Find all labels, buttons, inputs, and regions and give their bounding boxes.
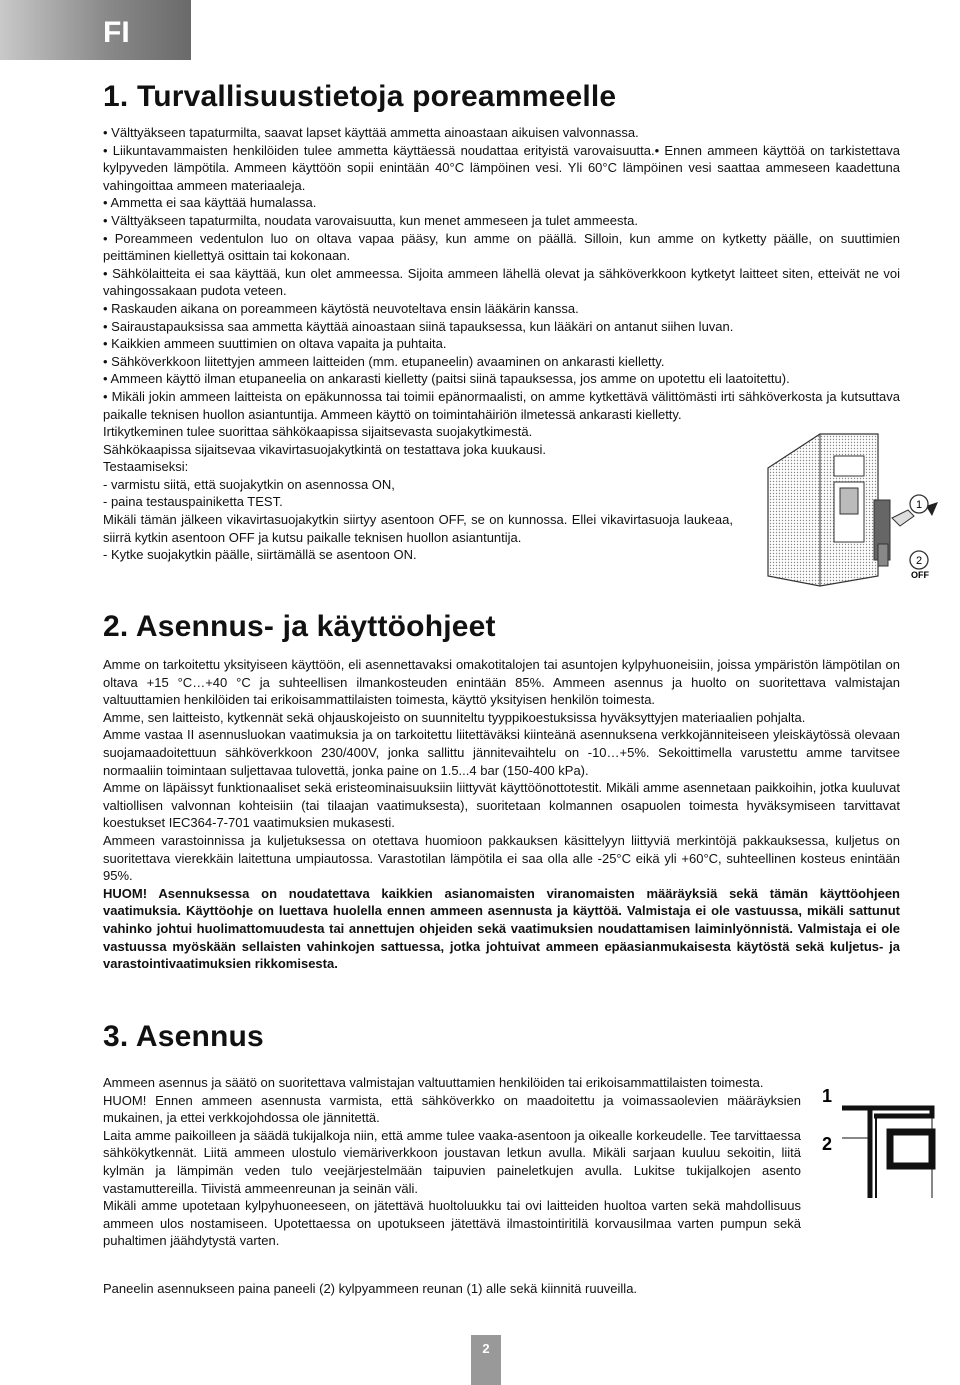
paragraph: Testaamiseksi:	[103, 459, 189, 475]
section-1-title: 1. Turvallisuustietoja poreammeelle	[103, 80, 617, 113]
paragraph: • Ammeen käyttö ilman etupaneelia on ankarasti kielletty (paitsi siinä tapauksessa, jos amme on upotettu eli laatoitettu).	[103, 371, 790, 387]
paragraph: Ammeen asennus ja säätö on suoritettava valmistajan valtuuttamien henkilöiden tai erikoisammattilaisten toimesta.	[103, 1075, 764, 1090]
paragraph: Mikäli tämän jälkeen vikavirtasuojakytkin siirtyy asentoon OFF, se on kunnossa. Ellei vikavirtasuoja laukeaa, siirrä kytkin asentoon OFF ja kutsu paikalle teknisen huollon asiantuntija.	[103, 512, 733, 545]
page-number: 2	[482, 1341, 490, 1356]
figure-label-1: 1	[915, 499, 923, 511]
paragraph: • Mikäli jokin ammeen laitteista on epäkunnossa tai toimii epänormaalisti, on amme kytkettävä välittömästi irti sähköverkosta ja kutsuttava paikalle teknisen huollon asiantuntija. Ammeen käyttö on toimintahäiriön ilmetessä ankarasti kielletty.	[103, 388, 900, 422]
paragraph: • Sähkölaitteita ei saa käyttää, kun olet ammeessa. Sijoita ammeen lähellä olevat ja sähköverkkoon kytketyt laitteet siten, etteivät ne voi vahingossakaan pudota veteen.	[103, 265, 900, 299]
figure-label-1: 1	[822, 1086, 833, 1106]
paragraph: • Ammetta ei saa käyttää humalassa.	[103, 195, 317, 211]
paragraph	[103, 885, 900, 973]
panel-instruction: Paneelin asennukseen paina paneeli (2) kylpyammeen reunan (1) alle sekä kiinnitä ruuveilla.	[103, 1281, 638, 1296]
paragraph: • Välttyäkseen tapaturmilta, noudata varovaisuutta, kun menet ammeseen ja tulet ammeesta.	[103, 212, 638, 228]
language-tab	[0, 0, 191, 60]
paragraph: • Sairaustapauksissa saa ammetta käyttää ainoastaan siinä tapauksessa, kun lääkäri on antanut siihen luvan.	[103, 318, 734, 334]
paragraph: - paina testauspainiketta TEST.	[103, 494, 283, 510]
paragraph: Mikäli amme upotetaan kylpyhuoneeseen, on jätettävä huoltoluukku tai ovi laitteiden huoltoa varten sekä mahdollisuus ammeen ulos nostamiseen. Upotettaessa on upotukseen jätettävä ilmastointiritilä korvausilmaa varten pumpun sekä puhaltimen jäähdytystä varten.	[103, 1198, 801, 1249]
paragraph: Amme on tarkoitettu yksityiseen käyttöön, eli asennettavaksi omakotitalojen tai asuntojen kylpyhuoneisiin, joissa ympäristön lämpötilan on oltava +15 °C…+40 °C ja suhteellisen ilmankosteuden enintään 85%. Ammeen asennus ja huolto on suoritettava valmistajan valtuuttamien henkilöiden tai erikoisammattilaisten toimesta, käyttö yksityisen henkilön toimesta.	[103, 657, 900, 708]
section-3-title: 3. Asennus	[103, 1020, 264, 1053]
page-number-tab	[471, 1335, 501, 1385]
paragraph: Irtikytkeminen tulee suorittaa sähkökaapissa sijaitsevasta suojakytkimestä.	[103, 424, 533, 440]
paragraph: HUOM! Ennen ammeen asennusta varmista, että sähköverkko on maadoitettu ja voimassaolevien määräyksien mukainen, ja ettei verkkojohdossa ole jännitettä.	[103, 1092, 801, 1126]
paragraph: Amme on läpäissyt funktionaaliset sekä eristeominaisuuksiin liittyvät käyttöönottotestit. Mikäli amme asennetaan paikkoihin, jotka kuuluvat valtiollisen valvonnan kohteisiin (tai tilaajan vaatimuksesta), suoritetaan kolmannen osapuolen toimesta hyväksymiseen tarvittavat koestukset IEC364-7-701 vaatimuksien mukasesti.	[103, 780, 900, 831]
section-2-body	[103, 656, 900, 973]
section-3-body	[103, 1074, 801, 1250]
paragraph: Ammeen varastoinnissa ja kuljetuksessa on otettava huomioon pakkauksen käsittelyyn liittyviä merkintöjä pakkauksessa, kuljetus on suoritettava vierekkäin laitettuna umpiautossa. Varastotilan lämpötila ei saa olla alle -25°C eikä yli +60°C, suhteellinen kosteus enintään 95%.	[103, 832, 900, 884]
paragraph: Amme vastaa II asennusluokan vaatimuksia ja on tarkoitettu liitettäväksi kiinteänä asennuksena verkkojänniteiseen yleiskäytössä olevaan suojamaadoitettuun sähköverkkoon 230/400V, jonka sallittu jännitevaihtelu on -10…+5%. Sekoittimella varustettu amme tarvitsee normaaliin toimintaan suljettavaa tulovettä, jonka paine on 1.5...4 bar (150-400 kPa).	[103, 727, 900, 778]
section-2-title: 2. Asennus- ja käyttöohjeet	[103, 610, 496, 643]
paragraph: • Kaikkien ammeen suuttimien on oltava vapaita ja puhtaita.	[103, 336, 447, 352]
paragraph: Amme, sen laitteisto, kytkennät sekä ohjauskojeisto on suunniteltu tyyppikoestuksissa hyväksyttyjen materiaalien pohjalta.	[103, 709, 806, 725]
paragraph: • Poreammeen vedentulon luo on oltava vapaa pääsy, kun amme on päällä. Silloin, kun amme on kytketty päälle, on suuttimien peittäminen kiellettyä osittain tai kokonaan.	[103, 230, 900, 264]
paragraph: • Välttyäkseen tapaturmilta, saavat lapset käyttää ammetta ainoastaan aikuisen valvonnassa.	[103, 125, 639, 140]
figure-label-off: OFF	[911, 570, 929, 580]
paragraph: - Kytke suojakytkin päälle, siirtämällä se asentoon ON.	[103, 547, 417, 563]
paragraph: • Liikuntavammaisten henkilöiden tulee ammetta käyttäessä noudattaa erityistä varovaisuutta.• Ennen ammeen käyttöä on tarkistettava kylpyveden lämpötila. Ammeen käyttöön sopii enintään 40°C lämpöinen vesi. Yli 60°C lämpöinen vesi saattaa ammeseen kaadettuna vahingoittaa ammeen materiaaleja.	[103, 142, 900, 193]
notice-bold-text: HUOM! Asennuksessa on noudatettava kaikkien asianomaisten viranomaisten määräyksiä sekä tämän käyttöohjeen vaatimuksia. Käyttöohje on luettava huolella ennen ammeen asennusta ja käyttöä. Valmistaja ei ole vastuussa, mikäli sattunut vahinko johtui huolimattomuudesta tai annettujen ohjeiden sekä vaatimuksien noudattamisen laiminlyönnistä. Valmistaja ei ole vastuussa myöskään sellaisten vahinkojen sattuessa, jotka johtuivat ammeen epäasianmukaisesta käytöstä sekä kuljetus- ja varastointivaatimuksien rikkomisesta.	[103, 885, 900, 972]
paragraph: Laita amme paikoilleen ja säädä tukijalkoja niin, että amme tulee vaaka-asentoon ja oikealle korkeudelle. Tee tarvittaessa sähkökytkennät. Liitä ammeen ulostulo viemäriverkkoon joustavan letkun avulla. Mikäli sarjaan kuuluu sekoitin, liitä kylmän ja lämpimän veden tulo veejärjestelmään taipuvien paineletkujen avulla. Lukitse tukijalkojen asento vastamuttereilla. Tiivistä ammeenreunan ja seinän väli.	[103, 1127, 801, 1196]
paragraph: Sähkökaapissa sijaitsevaa vikavirtasuojakytkintä on testattava joka kuukausi.	[103, 441, 546, 457]
paragraph: • Raskauden aikana on poreammeen käytöstä neuvoteltava ensin lääkärin kanssa.	[103, 300, 579, 316]
paragraph: - varmistu siitä, että suojakytkin on asennossa ON,	[103, 476, 395, 492]
paragraph: • Sähköverkkoon liitettyjen ammeen laitteiden (mm. etupaneelin) avaaminen on ankarasti kielletty.	[103, 353, 665, 369]
figure-label-2: 2	[915, 555, 923, 567]
figure-label-2: 2	[822, 1134, 833, 1154]
circuit-breaker-illustration	[760, 426, 940, 592]
panel-profile-illustration	[812, 1080, 947, 1200]
language-label: FI	[103, 16, 130, 49]
